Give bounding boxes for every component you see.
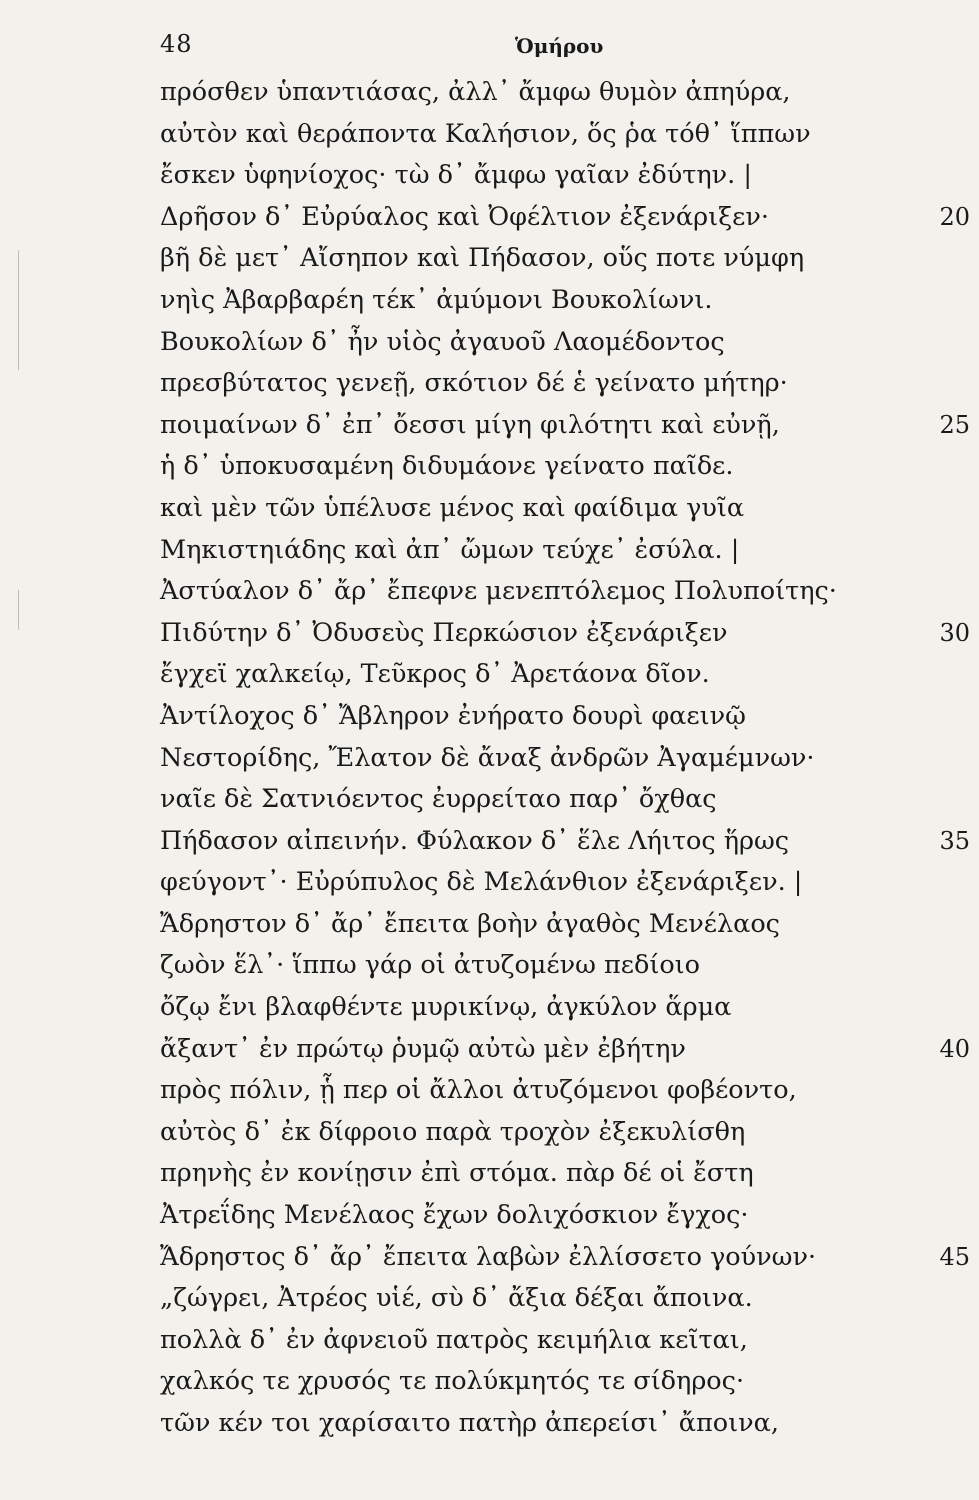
verse-text: Βουκολίων δ᾽ ἦν υἱὸς ἀγαυοῦ Λαομέδοντος: [160, 326, 725, 357]
verse-line: [160, 488, 970, 530]
line-number: 30: [939, 618, 970, 647]
verse-text: „ζώγρει, Ἀτρέος υἱέ, σὺ δ᾽ ἄξια δέξαι ἄποινα.: [160, 1283, 753, 1314]
verse-text: Δρῆσον δ᾽ Εὐρύαλος καὶ Ὀφέλτιον ἐξενάριξεν·: [160, 201, 769, 232]
line-number: 45: [939, 1242, 970, 1271]
page-edge-mark: [18, 590, 19, 630]
verse-line: [160, 1070, 970, 1112]
verse-text: Ἄδρηστος δ᾽ ἄρ᾽ ἔπειτα λαβὼν ἐλλίσσετο γούνων·: [160, 1241, 817, 1272]
verse-text: αὐτὸς δ᾽ ἐκ δίφροιο παρὰ τροχὸν ἐξεκυλίσθη: [160, 1116, 746, 1147]
verse-line: [160, 862, 970, 904]
verse-line: [160, 1112, 970, 1154]
verse-text: Ἀτρεΐδης Μενέλαος ἔχων δολιχόσκιον ἔγχος·: [160, 1200, 749, 1231]
verse-line: [160, 779, 970, 821]
verse-text: ἡ δ᾽ ὑποκυσαμένη διδυμάονε γείνατο παῖδε.: [160, 451, 734, 482]
verse-line: [160, 1403, 970, 1445]
verse-line: [160, 363, 970, 405]
verse-text: Πήδασον αἰπεινήν. Φύλακον δ᾽ ἕλε Λήιτος ἥρως: [160, 825, 790, 856]
verse-text: ζωὸν ἕλ᾽· ἵππω γάρ οἱ ἀτυζομένω πεδίοιο: [160, 950, 701, 981]
verse-text: Μηκιστηιάδης καὶ ἀπ᾽ ὤμων τεύχε᾽ ἐσύλα. |: [160, 534, 740, 565]
verse-text: πρεσβύτατος γενεῇ, σκότιον δέ ἑ γείνατο μήτηρ·: [160, 368, 788, 399]
verse-text: Πιδύτην δ᾽ Ὀδυσεὺς Περκώσιον ἐξενάριξεν: [160, 617, 728, 648]
verse-text: πρὸς πόλιν, ᾗ περ οἱ ἄλλοι ἀτυζόμενοι φοβέοντο,: [160, 1075, 797, 1106]
verse-line: [160, 696, 970, 738]
verse-text: ἔγχεϊ χαλκείῳ, Τεῦκρος δ᾽ Ἀρετάονα δῖον.: [160, 659, 710, 690]
verse-line: [160, 530, 970, 572]
verse-line: [160, 446, 970, 488]
verse-line: [160, 571, 970, 613]
verse-text: Ἀστύαλον δ᾽ ἄρ᾽ ἔπεφνε μενεπτόλεμος Πολυποίτης·: [160, 576, 837, 607]
verse-text: νηὶς Ἀβαρβαρέη τέκ᾽ ἀμύμονι Βουκολίωνι.: [160, 284, 713, 315]
verse-text: ποιμαίνων δ᾽ ἐπ᾽ ὄεσσι μίγη φιλότητι καὶ εὐνῇ,: [160, 409, 780, 440]
verse-line: [160, 1237, 970, 1279]
verse-line: [160, 738, 970, 780]
verse-text: Νεστορίδης, Ἔλατον δὲ ἄναξ ἀνδρῶν Ἀγαμέμνων·: [160, 742, 815, 773]
verse-line: [160, 654, 970, 696]
verse-line: [160, 1278, 970, 1320]
verse-text: ναῖε δὲ Σατνιόεντος ἐυρρείταο παρ᾽ ὄχθας: [160, 784, 717, 815]
verse-text: ἔσκεν ὑφηνίοχος· τὼ δ᾽ ἄμφω γαῖαν ἐδύτην. |: [160, 160, 752, 191]
verse-line: [160, 405, 970, 447]
line-number: 20: [939, 202, 970, 231]
running-title: Ὁμήρου: [515, 34, 604, 58]
verse-text: πρόσθεν ὑπαντιάσας, ἀλλ᾽ ἄμφω θυμὸν ἀπηύρα,: [160, 77, 791, 107]
verse-line: [160, 280, 970, 322]
page-header: [160, 30, 860, 70]
verse-text: χαλκός τε χρυσός τε πολύκμητός τε σίδηρος·: [160, 1366, 745, 1397]
verse-text: τῶν κέν τοι χαρίσαιτο πατὴρ ἀπερείσι᾽ ἄποινα,: [160, 1408, 779, 1438]
verse-text: ὄζῳ ἔνι βλαφθέντε μυρικίνῳ, ἀγκύλον ἅρμα: [160, 992, 732, 1023]
verse-block: [160, 72, 970, 1445]
page-number: 48: [160, 30, 193, 58]
verse-text: Ἀντίλοχος δ᾽ Ἄβληρον ἐνήρατο δουρὶ φαεινῷ: [160, 700, 746, 731]
verse-line: [160, 1195, 970, 1237]
line-number: 40: [939, 1034, 970, 1063]
line-number: 35: [939, 826, 970, 855]
verse-line: [160, 114, 970, 156]
verse-line: [160, 238, 970, 280]
verse-line: [160, 987, 970, 1029]
verse-line: [160, 1153, 970, 1195]
verse-text: βῆ δὲ μετ᾽ Αἴσηπον καὶ Πήδασον, οὕς ποτε νύμφη: [160, 243, 805, 274]
line-number: 25: [939, 410, 970, 439]
verse-line: [160, 821, 970, 863]
verse-line: [160, 613, 970, 655]
verse-line: [160, 1320, 970, 1362]
verse-line: [160, 1029, 970, 1071]
verse-line: [160, 72, 970, 114]
verse-text: αὐτὸν καὶ θεράποντα Καλήσιον, ὅς ῥα τόθ᾽ ἵππων: [160, 118, 811, 149]
verse-line: [160, 945, 970, 987]
verse-line: [160, 1361, 970, 1403]
verse-text: πολλὰ δ᾽ ἐν ἀφνειοῦ πατρὸς κειμήλια κεῖται,: [160, 1324, 748, 1355]
verse-line: [160, 904, 970, 946]
verse-text: πρηνὴς ἐν κονίῃσιν ἐπὶ στόμα. πὰρ δέ οἱ ἔστη: [160, 1158, 754, 1189]
verse-line: [160, 322, 970, 364]
verse-text: φεύγοντ᾽· Εὐρύπυλος δὲ Μελάνθιον ἐξενάριξεν. |: [160, 867, 803, 898]
page-edge-mark: [18, 250, 19, 370]
verse-line: [160, 197, 970, 239]
verse-text: καὶ μὲν τῶν ὑπέλυσε μένος καὶ φαίδιμα γυῖα: [160, 492, 745, 523]
verse-line: [160, 155, 970, 197]
verse-text: Ἄδρηστον δ᾽ ἄρ᾽ ἔπειτα βοὴν ἀγαθὸς Μενέλαος: [160, 908, 780, 939]
verse-text: ἄξαντ᾽ ἐν πρώτῳ ῥυμῷ αὐτὼ μὲν ἐβήτην: [160, 1033, 686, 1064]
